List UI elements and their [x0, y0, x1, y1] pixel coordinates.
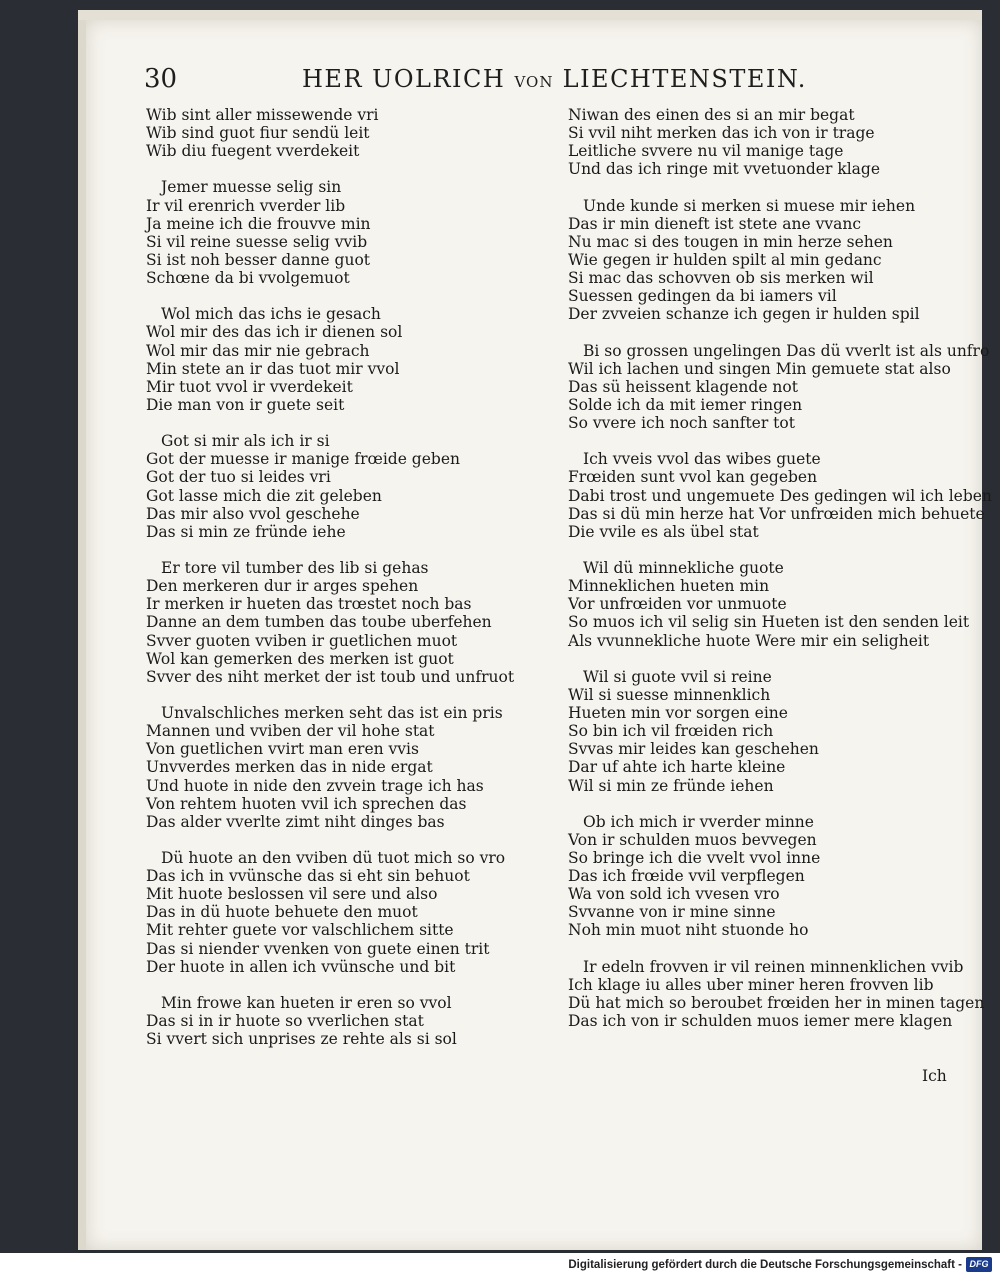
- verse-line: Das ich in vvünsche das si eht sin behuot: [146, 867, 470, 886]
- verse-line: So bringe ich die vvelt vvol inne: [568, 848, 821, 867]
- verse-line: Mannen und vviben der vil hohe stat: [146, 722, 435, 741]
- stanza: [568, 559, 968, 650]
- right-column: [568, 106, 992, 1048]
- verse-line: Ja meine ich die frouvve min: [146, 214, 371, 233]
- verse-line: Das ich von ir schulden muos iemer mere klagen: [568, 1012, 953, 1031]
- stanza: [146, 432, 546, 541]
- verse-line: Wib sind guot fiur sendü leit: [146, 124, 370, 143]
- verse-line: Min frowe kan hueten ir eren so vvol: [161, 993, 452, 1012]
- verse-line: Der zvveien schanze ich gegen ir hulden spil: [568, 305, 920, 324]
- running-head: [144, 62, 824, 98]
- verse-line: Wa von sold ich vvesen vro: [568, 885, 780, 904]
- verse-line: Von ir schulden muos bevvegen: [568, 830, 817, 849]
- verse-line: Vor unfrœiden vor unmuote: [568, 595, 787, 614]
- title-von: VON: [514, 73, 554, 91]
- dfg-logo: DFG: [966, 1257, 992, 1272]
- stanza: [568, 668, 968, 795]
- verse-line: Wil si guote vvil si reine: [583, 667, 772, 686]
- verse-line: Got lasse mich die zit geleben: [146, 486, 382, 505]
- verse-line: Mit huote beslossen vil sere und also: [146, 885, 438, 904]
- funding-notice: Digitalisierung gefördert durch die Deutsche Forschungsgemeinschaft -: [568, 1259, 962, 1271]
- page-edge-left: [78, 10, 86, 1250]
- stanza: [568, 197, 968, 324]
- verse-line: Unvalschliches merken seht das ist ein pris: [161, 703, 503, 722]
- verse-line: Wil ich lachen und singen Min gemuete stat also: [568, 359, 951, 378]
- verse-line: Nu mac si des tougen in min herze sehen: [568, 232, 893, 251]
- verse-line: Wil si min ze fründe iehen: [568, 776, 774, 795]
- verse-line: Wol kan gemerken des merken ist guot: [146, 649, 454, 668]
- catchword: Ich: [922, 1067, 947, 1085]
- verse-line: Min stete an ir das tuot mir vvol: [146, 359, 400, 378]
- verse-line: Das sü heissent klagende not: [568, 377, 798, 396]
- stanza: [568, 106, 968, 179]
- verse-line: Dü huote an den vviben dü tuot mich so vro: [161, 848, 506, 867]
- title-part-1: HER UOLRICH: [302, 65, 506, 93]
- page-title: [302, 62, 807, 99]
- verse-line: Suessen gedingen da bi iamers vil: [568, 287, 837, 306]
- verse-line: Schœne da bi vvolgemuot: [146, 269, 350, 288]
- stanza: [146, 106, 546, 160]
- verse-line: Noh min muot niht stuonde ho: [568, 921, 809, 940]
- stanza: [146, 559, 546, 686]
- verse-line: Er tore vil tumber des lib si gehas: [161, 558, 429, 577]
- verse-line: Minneklichen hueten min: [568, 577, 770, 596]
- verse-line: Si vil reine suesse selig vvib: [146, 232, 368, 251]
- verse-line: Und das ich ringe mit vvetuonder klage: [568, 160, 880, 179]
- verse-line: Si vvert sich unprises ze rehte als si sol: [146, 1030, 457, 1049]
- verse-line: Ir merken ir hueten das trœstet noch bas: [146, 595, 472, 614]
- verse-line: Jemer muesse selig sin: [161, 178, 342, 197]
- verse-line: Ir vil erenrich vverder lib: [146, 196, 346, 215]
- verse-line: Die vvile es als übel stat: [568, 522, 759, 541]
- verse-line: Svver des niht merket der ist toub und unfruot: [146, 667, 515, 686]
- verse-line: Frœiden sunt vvol kan gegeben: [568, 468, 818, 487]
- verse-line: Bi so grossen ungelingen Das dü vverlt ist als unfro: [583, 341, 990, 360]
- left-column: [146, 106, 546, 1066]
- verse-line: Unvverdes merken das in nide ergat: [146, 758, 433, 777]
- verse-line: Dabi trost und ungemuete Des gedingen wil ich leben: [568, 486, 992, 505]
- verse-line: Si mac das schovven ob sis merken wil: [568, 269, 874, 288]
- verse-line: Das si min ze fründe iehe: [146, 522, 346, 541]
- verse-line: Der huote in allen ich vvünsche und bit: [146, 957, 456, 976]
- verse-line: Wol mir das mir nie gebrach: [146, 341, 370, 360]
- verse-line: Leitliche svvere nu vil manige tage: [568, 142, 844, 161]
- verse-line: Ich klage iu alles uber miner heren frovven lib: [568, 975, 934, 994]
- verse-line: Von rehtem huoten vvil ich sprechen das: [146, 794, 467, 813]
- verse-line: Dar uf ahte ich harte kleine: [568, 758, 786, 777]
- verse-line: Das ich frœide vvil verpflegen: [568, 867, 805, 886]
- stanza: [146, 849, 546, 976]
- stanza: [146, 305, 546, 414]
- page-number: 30: [144, 64, 178, 94]
- verse-line: Got si mir als ich ir si: [161, 432, 330, 451]
- stanza: [568, 813, 968, 940]
- verse-line: Wil dü minnekliche guote: [583, 558, 784, 577]
- verse-line: Ich vveis vvol das wibes guete: [583, 450, 821, 469]
- verse-line: Wib sint aller missewende vri: [146, 106, 379, 124]
- stanza: [568, 957, 985, 1031]
- stanza: [146, 704, 546, 831]
- verse-line: So muos ich vil selig sin Hueten ist den senden leit: [568, 613, 970, 632]
- verse-line: So vvere ich noch sanfter tot: [568, 414, 795, 433]
- verse-line: Das mir also vvol geschehe: [146, 504, 360, 523]
- verse-line: Hueten min vor sorgen eine: [568, 703, 788, 722]
- verse-line: Unde kunde si merken si muese mir iehen: [583, 196, 916, 215]
- stanza: [146, 178, 546, 287]
- verse-line: Den merkeren dur ir arges spehen: [146, 577, 419, 596]
- verse-line: Svver guoten vviben ir guetlichen muot: [146, 631, 458, 650]
- verse-line: Und huote in nide den zvvein trage ich has: [146, 776, 484, 795]
- verse-line: Svvanne von ir mine sinne: [568, 903, 776, 922]
- verse-line: Wol mich das ichs ie gesach: [161, 305, 381, 324]
- verse-line: Das ir min dieneft ist stete ane vvanc: [568, 214, 862, 233]
- verse-line: Das si dü min herze hat Vor unfrœiden mich behuete: [568, 504, 985, 523]
- footer-bar: [0, 1253, 1000, 1278]
- verse-line: Ir edeln frovven ir vil reinen minnenklichen vvib: [583, 957, 964, 976]
- stanza: [568, 450, 992, 541]
- verse-line: Si vvil niht merken das ich von ir trage: [568, 124, 875, 143]
- title-part-2: LIECHTENSTEIN.: [562, 65, 807, 93]
- verse-line: Dü hat mich so beroubet frœiden her in minen tagen: [568, 993, 985, 1012]
- verse-line: Die man von ir guete seit: [146, 395, 345, 414]
- verse-line: Wib diu fuegent vverdekeit: [146, 142, 360, 161]
- verse-line: Das alder vverlte zimt niht dinges bas: [146, 812, 445, 831]
- verse-line: Ob ich mich ir vverder minne: [583, 812, 814, 831]
- verse-line: Si ist noh besser danne guot: [146, 250, 371, 269]
- verse-line: Von guetlichen vvirt man eren vvis: [146, 740, 419, 759]
- verse-line: Das in dü huote behuete den muot: [146, 903, 418, 922]
- verse-line: Got der muesse ir manige frœide geben: [146, 450, 460, 469]
- stanza: [146, 994, 546, 1048]
- verse-line: Got der tuo si leides vri: [146, 468, 331, 487]
- stanza: [568, 341, 990, 433]
- verse-line: Mit rehter guete vor valschlichem sitte: [146, 921, 454, 940]
- verse-line: Das si in ir huote so vverlichen stat: [146, 1012, 424, 1031]
- verse-line: Das si niender vvenken von guete einen trit: [146, 939, 490, 958]
- verse-line: Solde ich da mit iemer ringen: [568, 395, 803, 414]
- verse-line: Svvas mir leides kan geschehen: [568, 740, 819, 759]
- verse-line: So bin ich vil frœiden rich: [568, 722, 774, 741]
- page-edge-top: [78, 10, 982, 20]
- verse-line: Danne an dem tumben das toube uberfehen: [146, 613, 492, 632]
- verse-line: Niwan des einen des si an mir begat: [568, 106, 855, 124]
- verse-line: Wol mir des das ich ir dienen sol: [146, 323, 403, 342]
- verse-line: Als vvunnekliche huote Were mir ein seligheit: [568, 631, 930, 650]
- verse-line: Wil si suesse minnenklich: [568, 685, 771, 704]
- verse-line: Wie gegen ir hulden spilt al min gedanc: [568, 250, 882, 269]
- verse-line: Mir tuot vvol ir vverdekeit: [146, 377, 353, 396]
